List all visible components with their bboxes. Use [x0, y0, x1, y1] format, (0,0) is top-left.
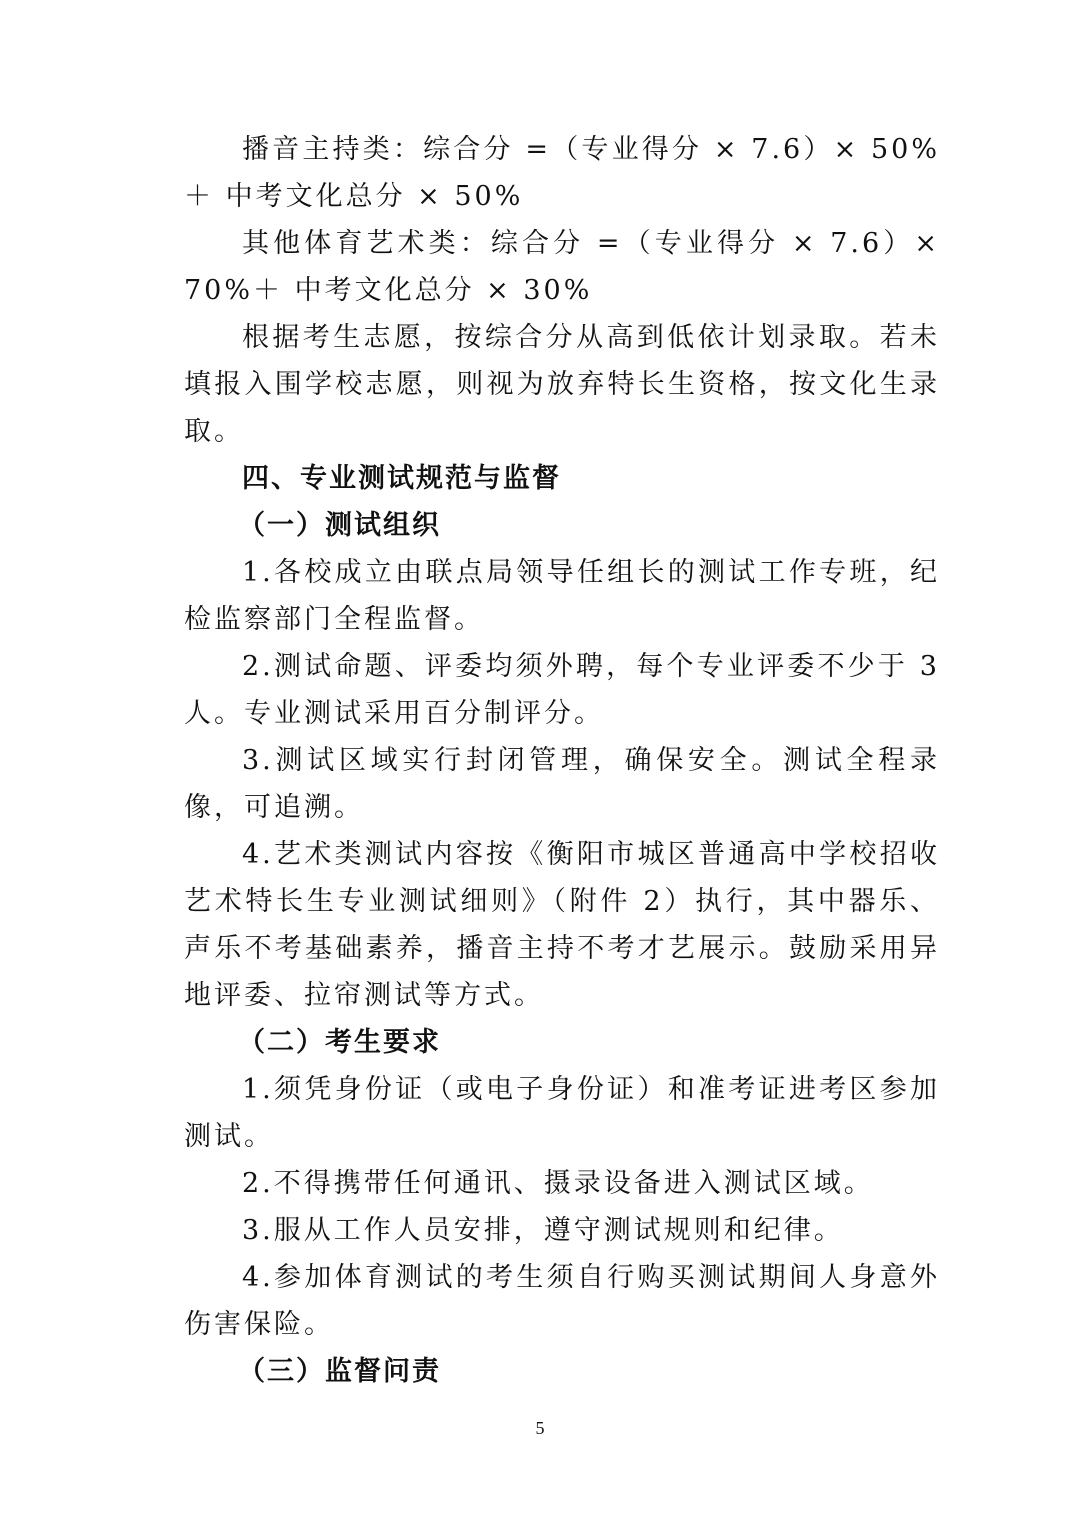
list-item: 1.须凭身份证（或电子身份证）和准考证进考区参加测试。 [184, 1074, 940, 1152]
list-item: 3.服从工作人员安排，遵守测试规则和纪律。 [242, 1215, 844, 1246]
list-item: 2.测试命题、评委均须外聘，每个专业评委不少于 3 人。专业测试采用百分制评分。 [184, 651, 940, 729]
page-number: 5 [535, 1418, 545, 1438]
paragraph-admission-rule: 根据考生志愿，按综合分从高到低依计划录取。若未填报入围学校志愿，则视为放弃特长生资格，按文化生录取。 [184, 322, 940, 447]
subsection-heading-1: （一）测试组织 [238, 510, 441, 541]
list-item: 4.参加体育测试的考生须自行购买测试期间人身意外伤害保险。 [184, 1262, 940, 1340]
section-heading-4: 四、专业测试规范与监督 [242, 463, 561, 494]
list-item: 3.测试区域实行封闭管理，确保安全。测试全程录像，可追溯。 [184, 745, 940, 823]
list-item: 1.各校成立由联点局领导任组长的测试工作专班，纪检监察部门全程监督。 [184, 557, 940, 635]
document-page [184, 126, 940, 1395]
list-item: 4.艺术类测试内容按《衡阳市城区普通高中学校招收艺术特长生专业测试细则》（附件 2）执行，其中器乐、声乐不考基础素养，播音主持不考才艺展示。鼓励采用异地评委、拉帘测试等方式。 [184, 839, 940, 1011]
paragraph-broadcast-formula: 播音主持类：综合分 =（专业得分 × 7.6）× 50%＋ 中考文化总分 × 50% [184, 134, 940, 212]
paragraph-other-formula: 其他体育艺术类：综合分 =（专业得分 × 7.6）× 70%＋ 中考文化总分 × 30% [184, 228, 940, 306]
list-item: 2.不得携带任何通讯、摄录设备进入测试区域。 [242, 1168, 874, 1199]
subsection-heading-3: （三）监督问责 [238, 1356, 441, 1387]
subsection-heading-2: （二）考生要求 [238, 1027, 441, 1058]
